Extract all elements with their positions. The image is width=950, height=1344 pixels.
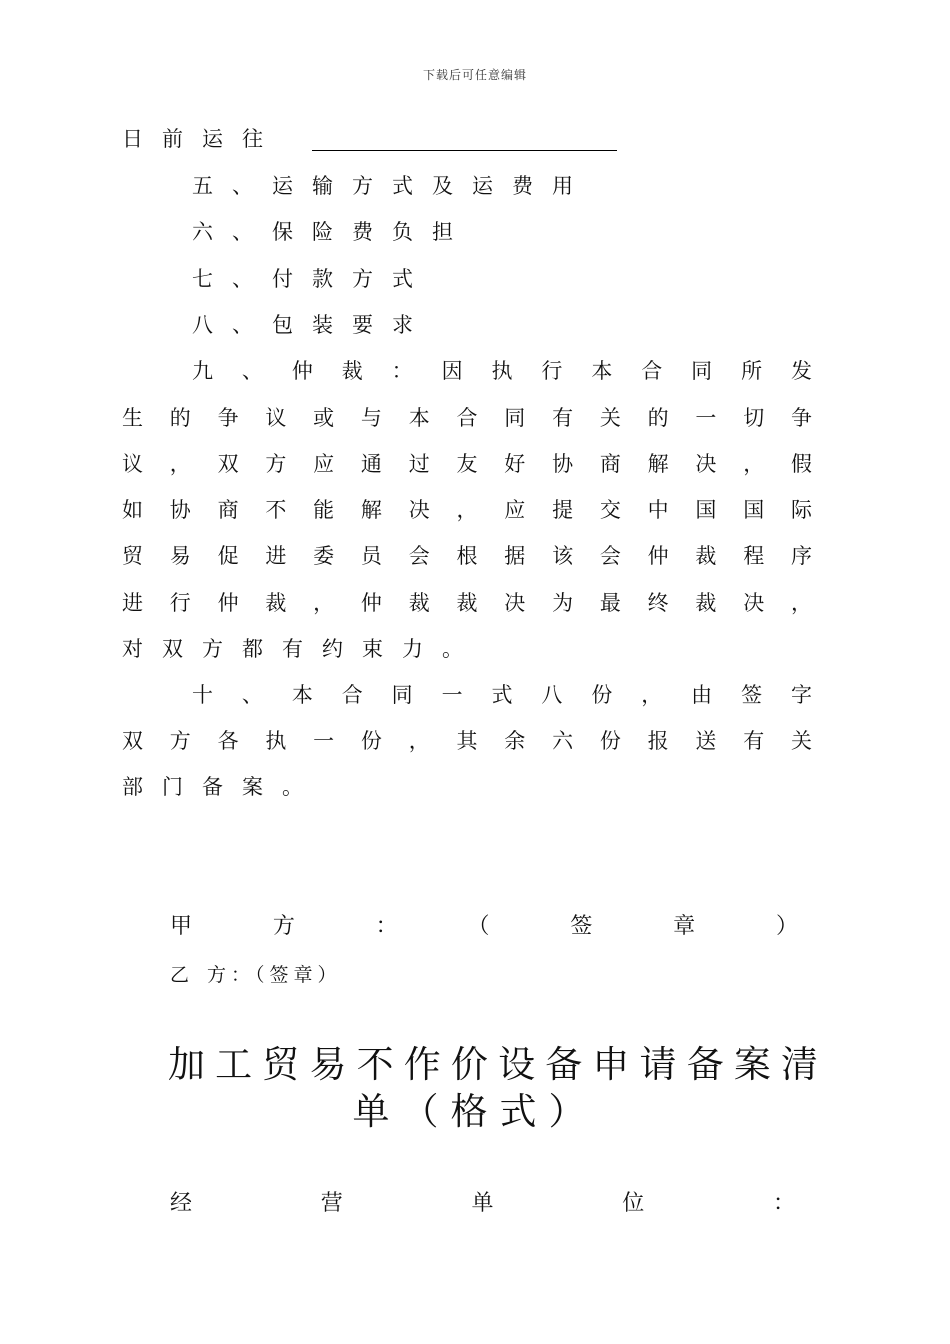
clause-10-line-1: 十、本合同一式八份，由签字 xyxy=(192,683,812,707)
clause-8: 八、包装要求 xyxy=(192,313,432,337)
clause-9-line-1: 九、仲裁：因执行本合同所发 xyxy=(192,359,812,383)
clause-6: 六、保险费负担 xyxy=(192,220,472,244)
page-header: 下载后可任意编辑 xyxy=(422,68,527,82)
clause-9-line-4: 如协商不能解决，应提交中国国际 xyxy=(122,498,812,522)
form-title-line-2: 单（格式） xyxy=(352,1090,598,1133)
destination-blank-underline xyxy=(312,150,617,151)
party-b-rest: 方：（签章） xyxy=(207,964,342,986)
clause-9-line-2: 生的争议或与本合同有关的一切争 xyxy=(122,406,812,430)
clause-9-line-7: 对双方都有约束力。 xyxy=(122,637,482,661)
shipment-line: 日前运往 xyxy=(122,127,282,151)
party-b-signature xyxy=(170,960,860,990)
clause-9-line-5: 贸易促进委员会根据该会仲裁程序 xyxy=(122,544,812,568)
clause-9-line-3: 议，双方应通过友好协商解决，假 xyxy=(122,452,812,476)
party-b-lead: 乙 xyxy=(170,964,208,986)
operating-unit-label: 经营单位： xyxy=(170,1191,795,1216)
clause-10-line-2: 双方各执一份，其余六份报送有关 xyxy=(122,729,812,753)
clause-7: 七、付款方式 xyxy=(192,267,432,291)
clause-5: 五、运输方式及运费用 xyxy=(192,174,592,198)
form-title-line-1: 加工贸易不作价设备申请备案清 xyxy=(168,1043,818,1086)
clause-10-line-3: 部门备案。 xyxy=(122,775,322,799)
party-a-signature: 甲方：（签章） xyxy=(170,914,798,939)
clause-9-line-6: 进行仲裁，仲裁裁决为最终裁决， xyxy=(122,591,812,615)
